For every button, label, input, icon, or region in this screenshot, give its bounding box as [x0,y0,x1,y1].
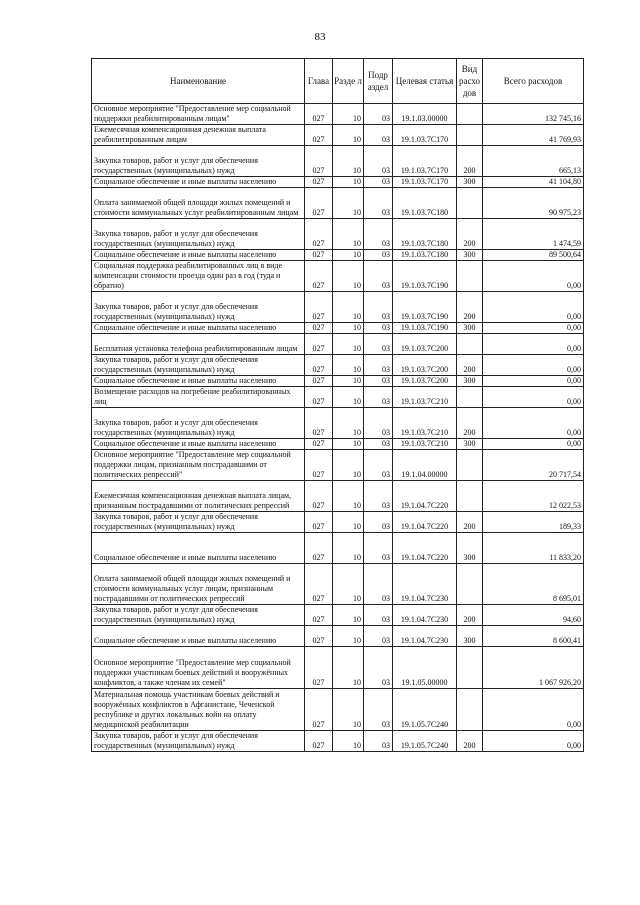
cell-target: 19.1.03.7С180 [393,188,457,219]
cell-section: 10 [333,387,364,408]
table-row [92,177,584,188]
cell-subsection: 03 [364,450,393,481]
cell-subsection: 03 [364,355,393,376]
cell-chapter: 027 [305,292,333,323]
cell-section: 10 [333,481,364,512]
cell-name: Основное мероприятие "Предоставление мер социальной поддержки лицам, признанным пострадавшими от политических репрессий" [92,450,305,481]
table-row [92,104,584,125]
cell-chapter: 027 [305,125,333,146]
table-body [92,104,584,752]
cell-section: 10 [333,261,364,292]
cell-total: 41 769,93 [483,125,584,146]
cell-section: 10 [333,647,364,689]
cell-subsection: 03 [364,387,393,408]
table-row [92,334,584,355]
table-row [92,355,584,376]
header-row [92,59,584,104]
cell-chapter: 027 [305,323,333,334]
cell-type: 300 [457,323,483,334]
cell-subsection: 03 [364,188,393,219]
cell-subsection: 03 [364,564,393,605]
cell-name: Ежемесячная компенсационная денежная выплата лицам, признанным пострадавшими от политических репрессий [92,481,305,512]
table-row [92,376,584,387]
cell-target: 19.1.03.7С170 [393,125,457,146]
cell-type [457,261,483,292]
cell-target: 19.1.04.7С220 [393,533,457,564]
cell-type: 300 [457,177,483,188]
table-row [92,626,584,647]
cell-chapter: 027 [305,450,333,481]
cell-type: 200 [457,605,483,626]
cell-chapter: 027 [305,146,333,177]
cell-subsection: 03 [364,512,393,533]
cell-name: Закупка товаров, работ и услуг для обеспечения государственных (муниципальных) нужд [92,219,305,250]
cell-name: Социальное обеспечение и иные выплаты населению [92,376,305,387]
cell-type: 200 [457,355,483,376]
cell-name: Материальная помощь участникам боевых действий и вооружённых конфликтов в Афганистане, Чеченской республике и других локальных войн на оплату медицинской реабилитации [92,689,305,731]
cell-section: 10 [333,533,364,564]
cell-chapter: 027 [305,387,333,408]
cell-total: 8 695,01 [483,564,584,605]
header-type: Вид расхо дов [457,59,483,104]
cell-type: 200 [457,512,483,533]
cell-total: 189,33 [483,512,584,533]
cell-type [457,334,483,355]
cell-subsection: 03 [364,605,393,626]
cell-type [457,125,483,146]
cell-target: 19.1.03.7С210 [393,387,457,408]
cell-section: 10 [333,292,364,323]
cell-type [457,564,483,605]
cell-target: 19.1.03.7С200 [393,376,457,387]
cell-chapter: 027 [305,481,333,512]
cell-chapter: 027 [305,334,333,355]
cell-chapter: 027 [305,533,333,564]
cell-subsection: 03 [364,689,393,731]
cell-chapter: 027 [305,605,333,626]
cell-subsection: 03 [364,250,393,261]
cell-chapter: 027 [305,626,333,647]
table-row [92,450,584,481]
cell-total: 41 104,80 [483,177,584,188]
cell-type: 200 [457,408,483,439]
cell-total: 94,60 [483,605,584,626]
cell-subsection: 03 [364,104,393,125]
table-row [92,731,584,752]
cell-target: 19.1.05.7С240 [393,689,457,731]
table-row [92,533,584,564]
cell-name: Закупка товаров, работ и услуг для обеспечения государственных (муниципальных) нужд [92,605,305,626]
cell-target: 19.1.04.00000 [393,450,457,481]
cell-subsection: 03 [364,731,393,752]
cell-section: 10 [333,439,364,450]
cell-section: 10 [333,564,364,605]
table-row [92,481,584,512]
cell-name: Ежемесячная компенсационная денежная выплата реабилитированным лицам [92,125,305,146]
cell-subsection: 03 [364,261,393,292]
cell-chapter: 027 [305,188,333,219]
cell-target: 19.1.03.00000 [393,104,457,125]
cell-section: 10 [333,334,364,355]
cell-type [457,104,483,125]
cell-section: 10 [333,450,364,481]
header-target: Целевая статья [393,59,457,104]
table-row [92,439,584,450]
cell-total: 0,00 [483,292,584,323]
table-row [92,512,584,533]
cell-chapter: 027 [305,261,333,292]
header-total: Всего расходов [483,59,584,104]
cell-total: 0,00 [483,408,584,439]
cell-subsection: 03 [364,219,393,250]
cell-section: 10 [333,188,364,219]
cell-target: 19.1.03.7С210 [393,439,457,450]
cell-name: Социальное обеспечение и иные выплаты населению [92,626,305,647]
cell-chapter: 027 [305,250,333,261]
cell-section: 10 [333,376,364,387]
cell-target: 19.1.03.7С170 [393,177,457,188]
cell-section: 10 [333,512,364,533]
cell-chapter: 027 [305,104,333,125]
cell-target: 19.1.03.7С170 [393,146,457,177]
cell-section: 10 [333,605,364,626]
table-row [92,647,584,689]
header-name: Наименование [92,59,305,104]
cell-target: 19.1.03.7С180 [393,219,457,250]
cell-target: 19.1.03.7С200 [393,334,457,355]
table-row [92,292,584,323]
cell-subsection: 03 [364,292,393,323]
cell-total: 0,00 [483,355,584,376]
cell-type: 200 [457,731,483,752]
cell-subsection: 03 [364,125,393,146]
cell-total: 0,00 [483,387,584,408]
cell-section: 10 [333,355,364,376]
cell-section: 10 [333,219,364,250]
cell-total: 11 833,20 [483,533,584,564]
table-row [92,605,584,626]
cell-section: 10 [333,104,364,125]
cell-section: 10 [333,731,364,752]
cell-name: Оплата занимаемой общей площади жилых помещений и стоимости коммунальных услуг реабилитированным лицам [92,188,305,219]
table-row [92,387,584,408]
cell-subsection: 03 [364,647,393,689]
cell-total: 20 717,54 [483,450,584,481]
page-number: 83 [314,31,326,43]
cell-target: 19.1.03.7С180 [393,250,457,261]
cell-subsection: 03 [364,533,393,564]
cell-name: Возмещение расходов на погребение реабилитированных лиц [92,387,305,408]
cell-subsection: 03 [364,323,393,334]
cell-name: Закупка товаров, работ и услуг для обеспечения государственных (муниципальных) нужд [92,355,305,376]
cell-section: 10 [333,323,364,334]
cell-target: 19.1.04.7С230 [393,605,457,626]
table-row [92,689,584,731]
cell-target: 19.1.04.7С230 [393,564,457,605]
cell-name: Социальное обеспечение и иные выплаты населению [92,533,305,564]
cell-section: 10 [333,146,364,177]
cell-name: Закупка товаров, работ и услуг для обеспечения государственных (муниципальных) нужд [92,292,305,323]
cell-type [457,481,483,512]
table-row [92,219,584,250]
cell-target: 19.1.05.00000 [393,647,457,689]
cell-name: Социальное обеспечение и иные выплаты населению [92,439,305,450]
cell-name: Социальная поддержка реабилитированных лиц в виде компенсации стоимости проезда один раз в год (туда и обратно) [92,261,305,292]
cell-type [457,689,483,731]
cell-type: 200 [457,219,483,250]
table-row [92,323,584,334]
cell-type [457,387,483,408]
cell-name: Социальное обеспечение и иные выплаты населению [92,177,305,188]
cell-target: 19.1.03.7С190 [393,292,457,323]
cell-chapter: 027 [305,408,333,439]
cell-chapter: 027 [305,564,333,605]
cell-subsection: 03 [364,626,393,647]
cell-total: 1 067 926,20 [483,647,584,689]
cell-name: Основное мероприятие "Предоставление мер социальной поддержки участникам боевых действий и вооружённых конфликтов, а также членам их семей" [92,647,305,689]
table-row [92,146,584,177]
cell-target: 19.1.04.7С220 [393,481,457,512]
cell-section: 10 [333,177,364,188]
cell-section: 10 [333,250,364,261]
cell-target: 19.1.03.7С200 [393,355,457,376]
cell-total: 8 600,41 [483,626,584,647]
cell-total: 0,00 [483,334,584,355]
cell-chapter: 027 [305,647,333,689]
cell-total: 665,13 [483,146,584,177]
table-row [92,188,584,219]
cell-type: 300 [457,439,483,450]
table-row [92,564,584,605]
cell-name: Закупка товаров, работ и услуг для обеспечения государственных (муниципальных) нужд [92,512,305,533]
cell-subsection: 03 [364,408,393,439]
table-row [92,261,584,292]
cell-name: Закупка товаров, работ и услуг для обеспечения государственных (муниципальных) нужд [92,408,305,439]
cell-subsection: 03 [364,439,393,450]
cell-name: Бесплатная установка телефона реабилитированным лицам [92,334,305,355]
table-row [92,250,584,261]
expenditure-table [91,58,584,752]
cell-chapter: 027 [305,731,333,752]
cell-chapter: 027 [305,219,333,250]
cell-target: 19.1.04.7С220 [393,512,457,533]
cell-chapter: 027 [305,512,333,533]
cell-target: 19.1.04.7С230 [393,626,457,647]
cell-target: 19.1.03.7С210 [393,408,457,439]
cell-chapter: 027 [305,439,333,450]
cell-subsection: 03 [364,334,393,355]
cell-name: Социальное обеспечение и иные выплаты населению [92,250,305,261]
cell-target: 19.1.03.7С190 [393,323,457,334]
header-chapter: Глава [305,59,333,104]
cell-type: 300 [457,626,483,647]
cell-type [457,188,483,219]
table-row [92,125,584,146]
cell-section: 10 [333,408,364,439]
cell-target: 19.1.05.7С240 [393,731,457,752]
cell-total: 132 745,16 [483,104,584,125]
cell-subsection: 03 [364,146,393,177]
cell-chapter: 027 [305,355,333,376]
cell-name: Закупка товаров, работ и услуг для обеспечения государственных (муниципальных) нужд [92,731,305,752]
cell-total: 1 474,59 [483,219,584,250]
cell-type [457,450,483,481]
cell-type: 300 [457,533,483,564]
cell-chapter: 027 [305,376,333,387]
cell-target: 19.1.03.7С190 [393,261,457,292]
cell-type: 300 [457,250,483,261]
cell-section: 10 [333,125,364,146]
cell-chapter: 027 [305,177,333,188]
cell-total: 89 500,64 [483,250,584,261]
cell-total: 0,00 [483,439,584,450]
cell-chapter: 027 [305,689,333,731]
cell-type: 200 [457,292,483,323]
cell-name: Социальное обеспечение и иные выплаты населению [92,323,305,334]
cell-subsection: 03 [364,376,393,387]
header-subsection: Подр аздел [364,59,393,104]
cell-total: 0,00 [483,261,584,292]
header-section: Разде л [333,59,364,104]
cell-name: Закупка товаров, работ и услуг для обеспечения государственных (муниципальных) нужд [92,146,305,177]
cell-total: 90 975,23 [483,188,584,219]
cell-total: 0,00 [483,689,584,731]
cell-type [457,647,483,689]
cell-subsection: 03 [364,177,393,188]
cell-total: 0,00 [483,731,584,752]
cell-type: 300 [457,376,483,387]
cell-subsection: 03 [364,481,393,512]
cell-total: 0,00 [483,323,584,334]
cell-type: 200 [457,146,483,177]
cell-section: 10 [333,626,364,647]
cell-total: 0,00 [483,376,584,387]
table-row [92,408,584,439]
cell-total: 12 022,53 [483,481,584,512]
cell-section: 10 [333,689,364,731]
cell-name: Основное мероприятие "Предоставление мер социальной поддержки реабилитированным лицам" [92,104,305,125]
cell-name: Оплата занимаемой общей площади жилых помещений и стоимости коммунальных услуг лицам, признанным пострадавшими от политических репрессий [92,564,305,605]
